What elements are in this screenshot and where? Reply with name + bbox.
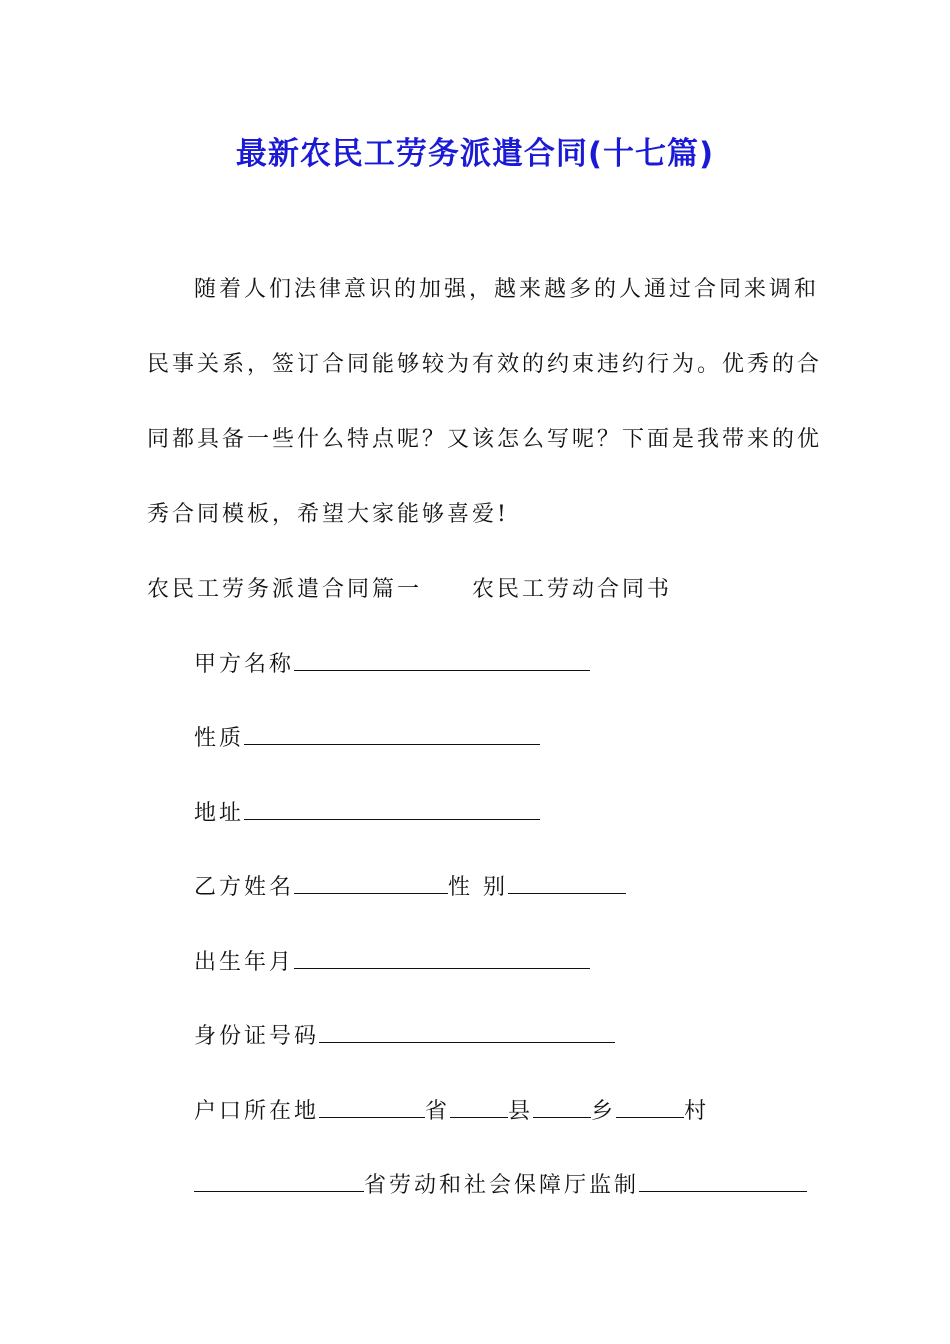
- gender-label: 性 别: [448, 875, 509, 900]
- gender-blank: [508, 873, 626, 894]
- address-field: [194, 796, 540, 827]
- intro-line-1: 随着人们法律意识的加强，越来越多的人通过合同来调和: [194, 277, 820, 302]
- section-part-label: 农民工劳务派遣合同篇一: [147, 577, 423, 602]
- party-b-field: [194, 870, 626, 901]
- section-heading: [147, 572, 672, 603]
- hukou-township-blank: [533, 1097, 591, 1118]
- id-number-field: [194, 1019, 615, 1050]
- nature-label: 性质: [194, 726, 245, 751]
- nature-blank: [244, 724, 540, 745]
- intro-line-4: 秀合同模板，希望大家能够喜爱!: [147, 502, 509, 527]
- address-label: 地址: [194, 801, 245, 826]
- village-label: 村: [684, 1099, 710, 1124]
- township-label: 乡: [591, 1099, 617, 1124]
- hukou-county-blank: [450, 1097, 508, 1118]
- county-label: 县: [508, 1099, 534, 1124]
- birth-field: [194, 945, 590, 976]
- address-blank: [244, 799, 540, 820]
- hukou-province-blank: [319, 1097, 425, 1118]
- id-number-label: 身份证号码: [194, 1024, 320, 1049]
- intro-line-3: 同都具备一些什么特点呢？又该怎么写呢？下面是我带来的优: [147, 427, 823, 452]
- supervision-label: 省劳动和社会保障厅监制: [364, 1173, 640, 1198]
- hukou-label: 户口所在地: [194, 1099, 320, 1124]
- hukou-village-blank: [616, 1097, 684, 1118]
- party-a-name-blank: [294, 650, 590, 671]
- birth-blank: [294, 948, 590, 969]
- party-a-name-field: [194, 647, 590, 678]
- supervision-line: [194, 1168, 807, 1199]
- party-a-name-label: 甲方名称: [194, 652, 295, 677]
- party-b-name-label: 乙方姓名: [194, 875, 295, 900]
- nature-field: [194, 721, 540, 752]
- section-doc-title: 农民工劳动合同书: [472, 577, 673, 602]
- party-b-name-blank: [294, 873, 448, 894]
- province-label: 省: [425, 1099, 451, 1124]
- id-number-blank: [319, 1022, 615, 1043]
- supervision-right-rule: [639, 1171, 807, 1192]
- intro-line-2: 民事关系，签订合同能够较为有效的约束违约行为。优秀的合: [147, 352, 823, 377]
- hukou-field: [194, 1094, 709, 1125]
- supervision-left-rule: [194, 1171, 364, 1192]
- document-title: 最新农民工劳务派遣合同(十七篇): [235, 136, 715, 172]
- birth-label: 出生年月: [194, 950, 295, 975]
